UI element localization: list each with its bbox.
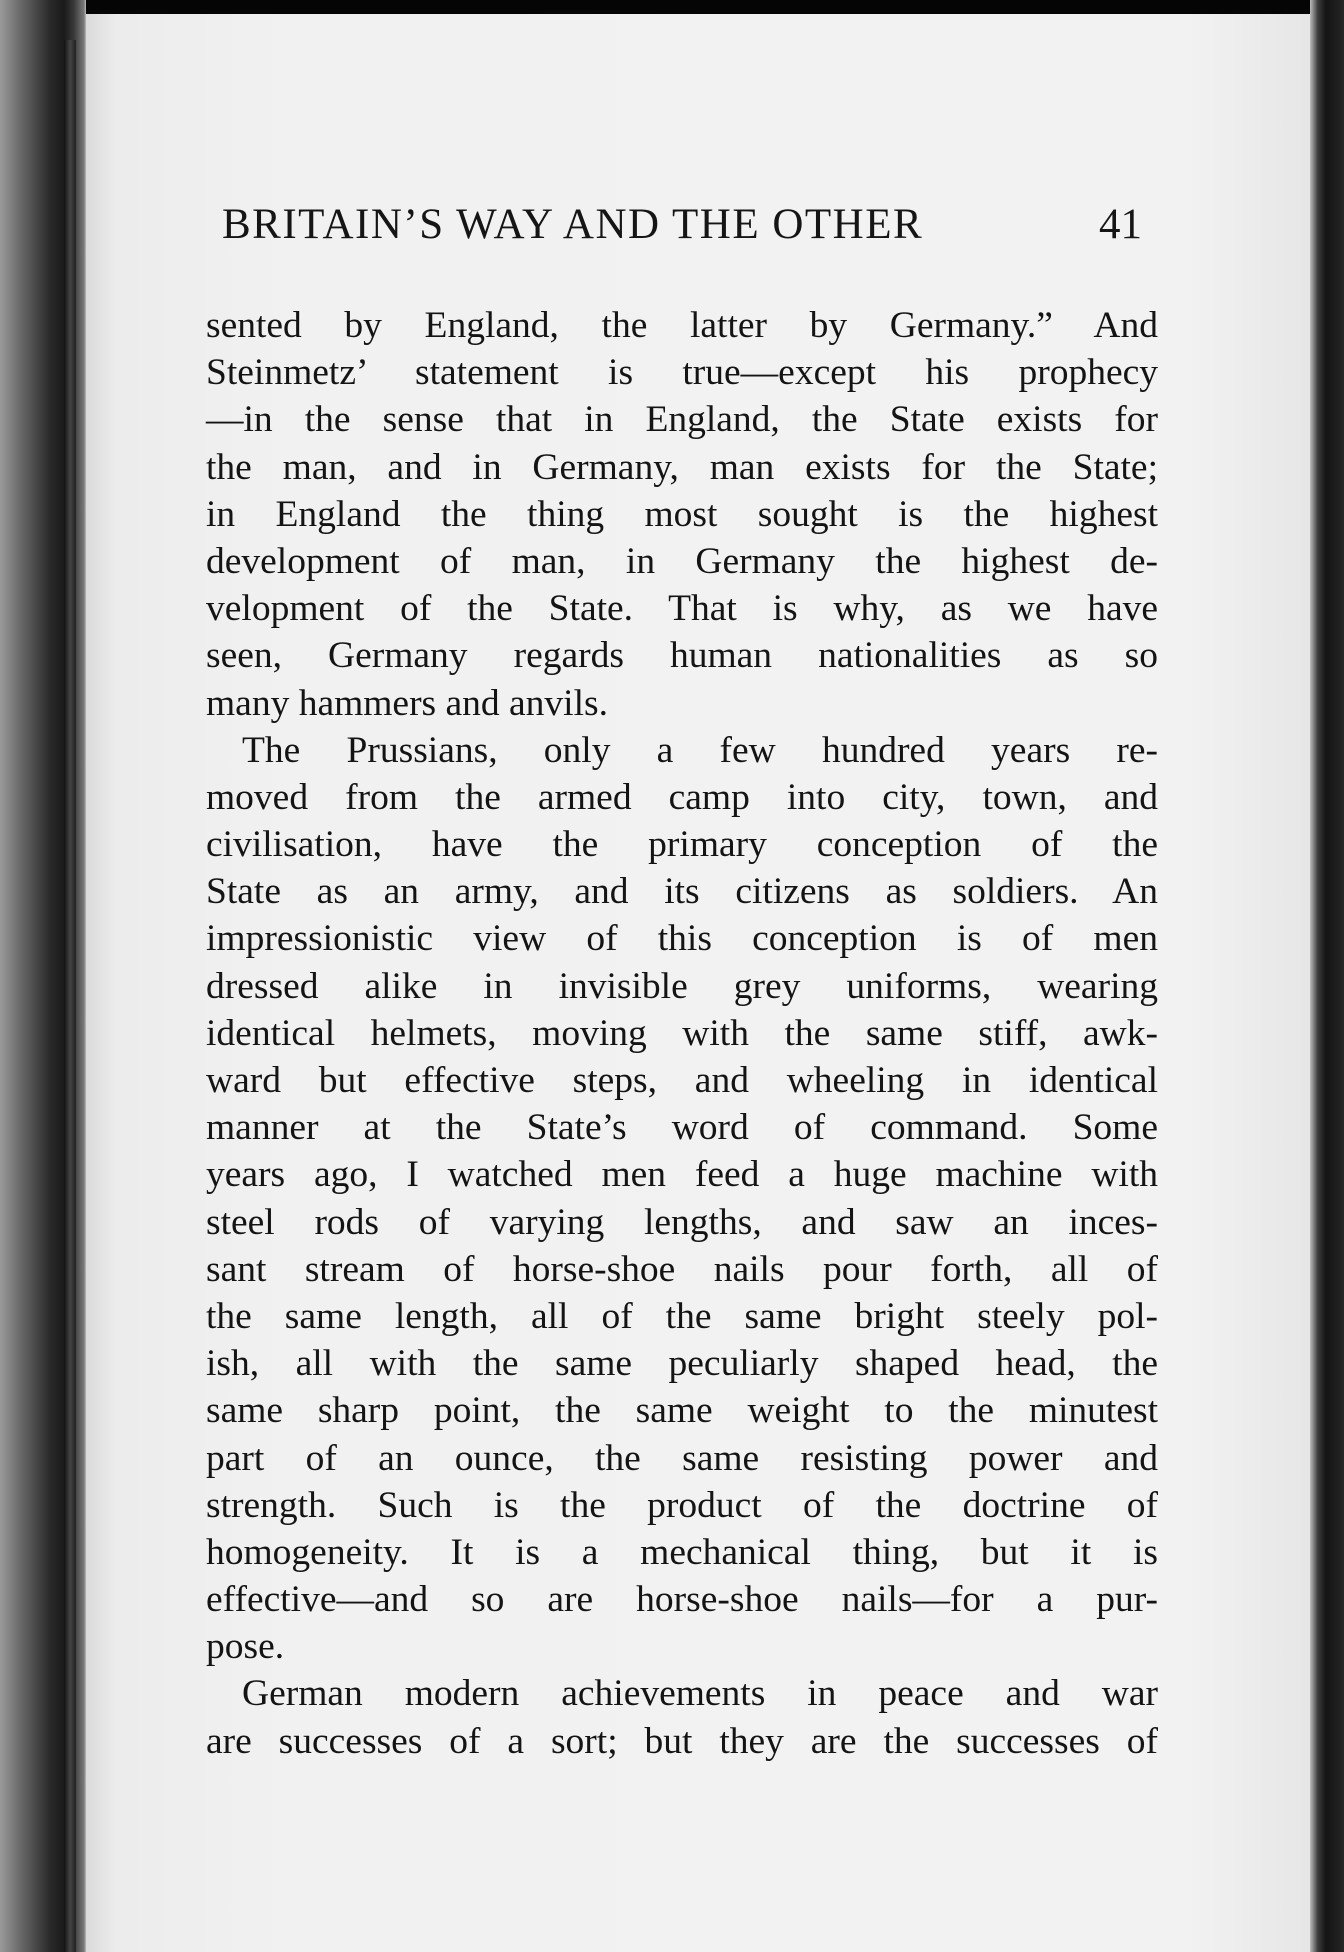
text-line: pose.	[206, 1626, 285, 1668]
page-right-edge	[1310, 0, 1344, 1952]
text-line: the man, and in Germany, man exists for the State;	[206, 446, 1158, 488]
text-line: same sharp point, the same weight to the minutest	[206, 1390, 1158, 1432]
text-line: strength. Such is the product of the doctrine of	[206, 1484, 1158, 1526]
text-line: part of an ounce, the same resisting power and	[206, 1437, 1158, 1479]
text-line: German modern achievements in peace and war	[242, 1673, 1158, 1715]
text-line: steel rods of varying lengths, and saw an inces-	[206, 1201, 1158, 1243]
text-line: in England the thing most sought is the highest	[206, 493, 1158, 535]
text-line: years ago, I watched men feed a huge machine with	[206, 1154, 1158, 1196]
text-line: The Prussians, only a few hundred years re-	[242, 729, 1158, 771]
page-header	[222, 200, 1142, 270]
text-line: development of man, in Germany the highest de-	[206, 540, 1158, 582]
text-line: ish, all with the same peculiarly shaped head, the	[206, 1343, 1158, 1385]
text-line: many hammers and anvils.	[206, 682, 608, 724]
text-line: homogeneity. It is a mechanical thing, but it is	[206, 1531, 1158, 1573]
book-spine-gutter	[0, 0, 86, 1952]
text-line: Steinmetz’ statement is true—except his prophecy	[206, 352, 1158, 394]
text-line: the same length, all of the same bright steely pol-	[206, 1295, 1158, 1337]
text-line: impressionistic view of this conception is of men	[206, 918, 1158, 960]
paragraph	[206, 302, 1158, 727]
text-line: identical helmets, moving with the same stiff, awk-	[206, 1012, 1158, 1054]
running-head: BRITAIN’S WAY AND THE OTHER	[222, 201, 924, 248]
body-text	[206, 302, 1158, 1765]
paragraph	[206, 1670, 1158, 1764]
text-line: moved from the armed camp into city, town, and	[206, 776, 1158, 818]
text-line: seen, Germany regards human nationalities as so	[206, 635, 1158, 677]
paragraph	[206, 727, 1158, 1671]
text-line: civilisation, have the primary conception of the	[206, 824, 1158, 866]
text-line: —in the sense that in England, the State exists for	[206, 399, 1158, 441]
text-line: manner at the State’s word of command. Some	[206, 1107, 1158, 1149]
text-line: ward but effective steps, and wheeling in identical	[206, 1060, 1158, 1101]
gutter-shadow	[64, 40, 76, 1952]
text-line: sented by England, the latter by Germany.” And	[206, 305, 1158, 346]
text-line: State as an army, and its citizens as soldiers. An	[206, 871, 1158, 913]
text-line: are successes of a sort; but they are the successes of	[206, 1720, 1158, 1762]
top-edge	[0, 0, 1344, 14]
book-page	[86, 14, 1310, 1952]
text-line: sant stream of horse-shoe nails pour forth, all of	[206, 1248, 1158, 1290]
text-line: velopment of the State. That is why, as we have	[206, 588, 1158, 630]
text-line: dressed alike in invisible grey uniforms, wearing	[206, 965, 1158, 1007]
page-number: 41	[1099, 201, 1142, 248]
text-line: effective—and so are horse-shoe nails—for a pur-	[206, 1579, 1158, 1621]
